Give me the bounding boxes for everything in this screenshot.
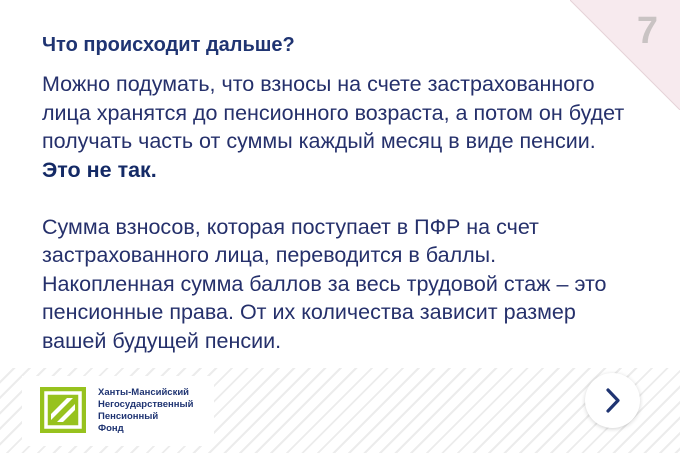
paragraph-1-line-1: Можно подумать, что взносы на счете застрахованного <box>42 72 595 96</box>
paragraph-1-line-2: лица хранятся до пенсионного возраста, а потом он будет <box>42 100 625 125</box>
chevron-right-icon <box>585 373 640 428</box>
paragraph-2-line-4: пенсионные права. От их количества зависит размер <box>42 300 576 324</box>
fund-logo <box>22 376 214 446</box>
slide-title: Что происходит дальше? <box>42 34 295 56</box>
logo-line-1: Ханты-Мансийский <box>98 387 190 398</box>
paragraph-2-line-3: Накопленная сумма баллов за весь трудовой стаж – это <box>42 271 607 296</box>
paragraph-2-line-2: застрахованного лица, переводится в баллы. <box>42 243 497 267</box>
next-slide-button[interactable] <box>585 373 640 428</box>
fund-logo-text <box>98 387 210 435</box>
logo-line-4: Фонд <box>98 423 124 434</box>
slide-body <box>42 70 632 355</box>
emphasis-statement: Это не так. <box>42 157 157 182</box>
paragraph-2-line-5: вашей будущей пенсии. <box>42 328 282 353</box>
paragraph-1-line-3: получать часть от суммы каждый месяц в виде пенсии. <box>42 129 596 153</box>
paragraph-2-line-1: Сумма взносов, которая поступает в ПФР на счет <box>42 214 539 239</box>
paragraph-gap <box>42 184 632 213</box>
page-number: 7 <box>636 10 658 52</box>
fund-logo-mark-icon <box>40 387 86 433</box>
logo-line-3: Пенсионный <box>98 411 159 422</box>
logo-line-2: Негосударственный <box>98 399 194 410</box>
